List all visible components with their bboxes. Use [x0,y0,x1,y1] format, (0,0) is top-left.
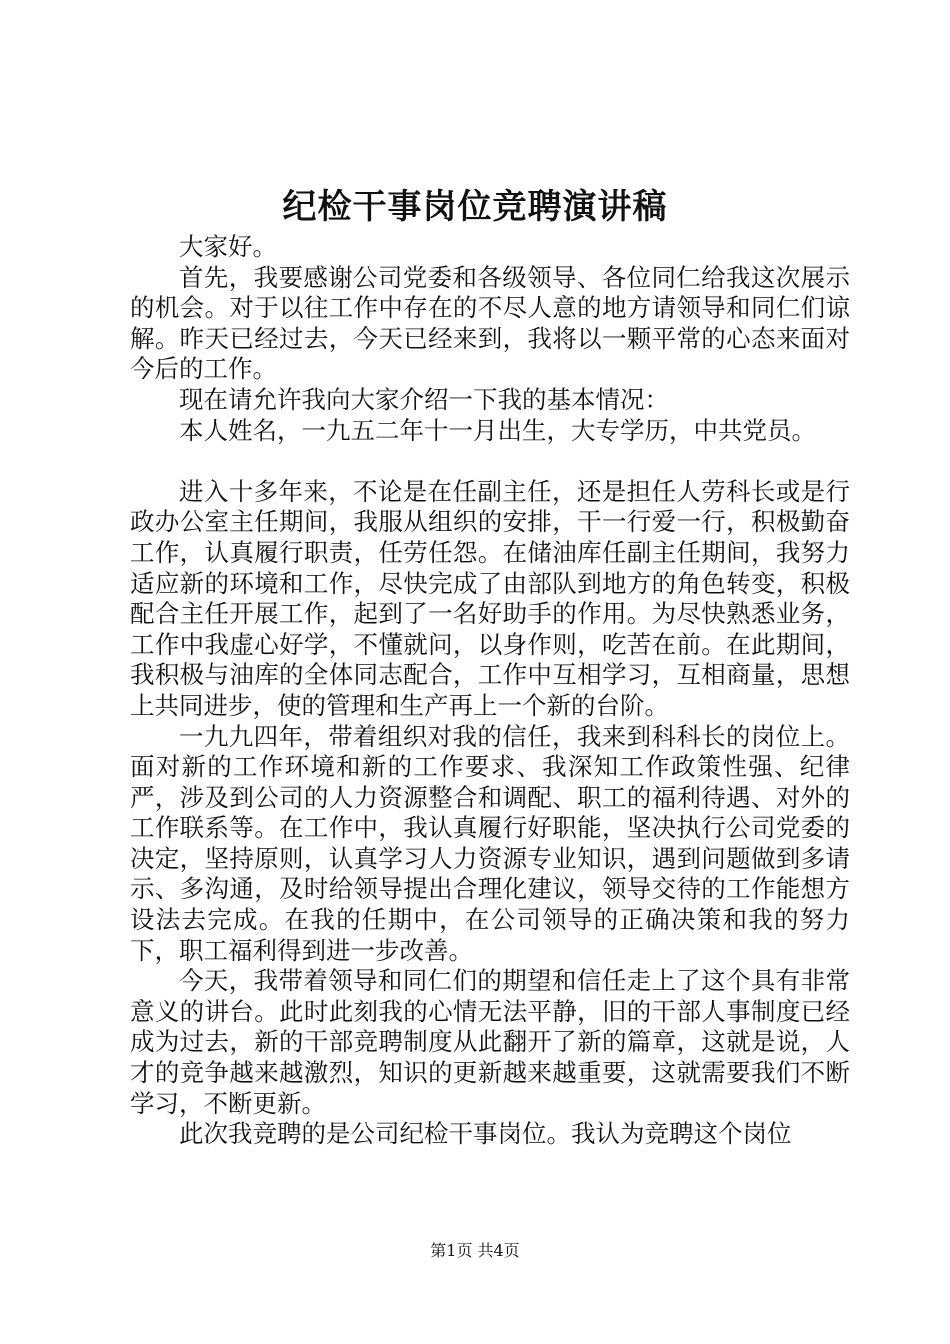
paragraph-personal-info: 本人姓名，一九五二年十一月出生，大专学历，中共党员。 [179,415,816,445]
paragraph-greeting: 大家好。 [179,232,277,261]
paragraph-position: 此次我竞聘的是公司纪检干事岗位。我认为竞聘这个岗位 [179,1119,792,1149]
paragraph-1994: 一九九四年，带着组织对我的信任，我来到科科长的岗位上。面对新的工作环境和新的工作要求、我深知工作政策性强、纪律严，涉及到公司的人力资源整合和调配、职工的福利待遇、对外的工作联系等。在工作中，我认真履行好职能，坚决执行公司党委的决定，坚持原则，认真学习人力资源专业知识，遇到问题做到多请示、多沟通，及时给领导提出合理化建议，领导交待的工作能想方设法去完成。在我的任期中，在公司领导的正确决策和我的努力下，职工福利得到进一步改善。 [130,721,850,965]
paragraph-spacer [130,446,850,477]
document-body [130,232,850,1150]
document-title: 纪检干事岗位竞聘演讲稿 [282,187,668,227]
paragraph-today: 今天，我带着领导和同仁们的期望和信任走上了这个具有非常意义的讲台。此时此刻我的心情无法平静，旧的干部人事制度已经成为过去，新的干部竞聘制度从此翻开了新的篇章，这就是说，人才的竞争越来越激烈，知识的更新越来越重要，这就需要我们不断学习，不断更新。 [130,966,850,1118]
page-number-footer: 第1页 共4页 [430,1241,520,1260]
paragraph-thanks: 首先，我要感谢公司党委和各级领导、各位同仁给我这次展示的机会。对于以往工作中存在的不尽人意的地方请领导和同仁们谅解。昨天已经过去，今天已经来到，我将以一颗平常的心态来面对今后的工作。 [130,262,850,384]
paragraph-intro: 现在请允许我向大家介绍一下我的基本情况： [179,384,669,414]
paragraph-career: 进入十多年来，不论是在任副主任，还是担任人劳科长或是行政办公室主任期间，我服从组织的安排，干一行爱一行，积极勤奋工作，认真履行职责，任劳任怨。在储油库任副主任期间，我努力适应新的环境和工作，尽快完成了由部队到地方的角色转变，积极配合主任开展工作，起到了一名好助手的作用。为尽快熟悉业务，工作中我虚心好学，不懂就问，以身作则，吃苦在前。在此期间，我积极与油库的全体同志配合，工作中互相学习，互相商量，思想上共同进步，使的管理和生产再上一个新的台阶。 [130,476,850,720]
